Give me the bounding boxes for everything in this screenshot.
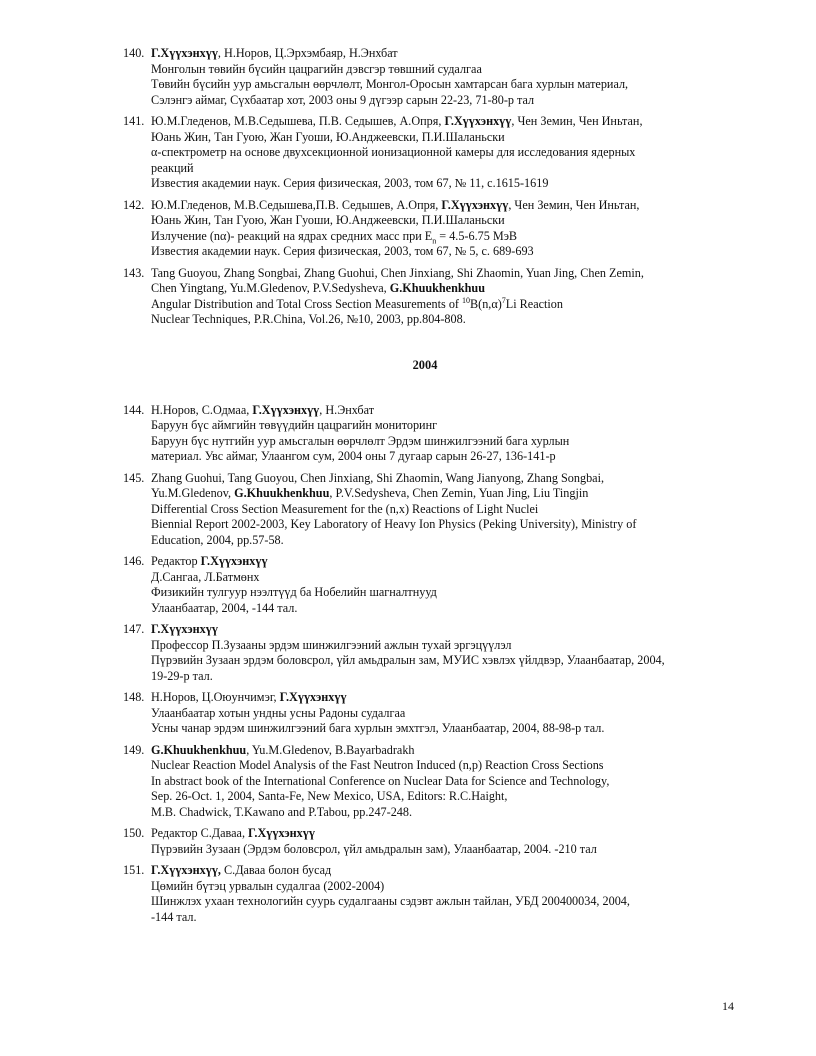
text-segment: Differential Cross Section Measurement for the (n,x) Reactions of Light Nuclei: [151, 501, 539, 516]
entry-line: [151, 554, 754, 570]
text-segment: , Н.Норов, Ц.Эрхэмбаяр, Н.Энхбат: [217, 46, 398, 60]
text-segment: = 4.5-6.75 МэВ: [436, 228, 518, 243]
text-segment: Баруун бүс нутгийн уур амьсгалын өөрчлөлт Эрдэм шинжилгээний бага хурлын: [151, 433, 570, 448]
text-segment: Төвийн бүсийн уур амьсгалын өөрчлөлт, Монгол-Оросын хамтарсан бага хурлын материал,: [151, 77, 629, 91]
text-segment: Пүрэвийн Зузаан (Эрдэм боловсрол, үйл амьдралын зам), Улаанбаатар, 2004. -210 тал: [151, 841, 597, 856]
text-segment: Nuclear Reaction Model Analysis of the Fast Neutron Induced (n,p) Reaction Cross Sections: [151, 758, 604, 772]
entry-line: [151, 517, 754, 533]
text-segment: реакций: [151, 160, 194, 175]
entry-line: [151, 229, 754, 245]
entry-line: [151, 690, 754, 706]
entry-line: [151, 471, 754, 487]
entry-line: [151, 879, 754, 895]
entry-line: [151, 77, 754, 93]
text-segment: Улаанбаатар хотын ундны усны Радоны судалгаа: [151, 705, 406, 720]
author-highlight: Г.Хүүхэнхүү: [151, 46, 218, 60]
entry-line: [151, 198, 754, 214]
list-item: [114, 46, 754, 108]
text-segment: Баруун бүс аймгийн төвүүдийн цацрагийн мониторинг: [151, 418, 438, 432]
entry-line: [151, 266, 754, 282]
entry-line: [151, 93, 754, 109]
text-segment: Редактор С.Даваа,: [151, 826, 249, 840]
text-segment: Д.Сангаа, Л.Батмөнх: [151, 569, 260, 584]
list-item: [114, 266, 754, 328]
entry-line: [151, 130, 754, 146]
text-segment: Yu.M.Gledenov,: [151, 486, 235, 500]
entry-number: 142.: [123, 197, 145, 212]
author-highlight: Г.Хүүхэнхүү: [444, 114, 512, 128]
entry-line: [151, 863, 754, 879]
list-item: [114, 622, 754, 684]
entry-line: [151, 669, 754, 685]
text-segment: Монголын төвийн бүсийн цацрагийн дэвсгэр төвшний судалгаа: [151, 61, 482, 76]
text-segment: , Н.Энхбат: [319, 402, 375, 417]
entry-number: 149.: [123, 742, 145, 757]
author-highlight: G.Khuukhenkhuu: [389, 281, 485, 295]
author-highlight: G.Khuukhenkhuu: [151, 742, 247, 757]
entry-line: [151, 826, 754, 842]
text-segment: Шинжлэх ухаан технологийн суурь судалгааны сэдэвт ажлын тайлан, УБД 200400034, 2004,: [151, 894, 630, 908]
text-segment: Профессор П.Зузааны эрдэм шинжилгээний ажлын тухай эргэцүүлэл: [151, 637, 512, 652]
entry-line: [151, 161, 754, 177]
entry-line: [151, 114, 754, 130]
list-item: [114, 114, 754, 192]
entry-line: [151, 176, 754, 192]
author-highlight: Г.Хүүхэнхүү: [252, 402, 320, 417]
entry-line: [151, 403, 754, 419]
entry-line: [151, 805, 754, 821]
list-item: [114, 863, 754, 925]
text-segment: Юань Жин, Тан Гуою, Жан Гуоши, Ю.Анджеевски, П.И.Шаланьски: [151, 213, 505, 227]
text-segment: n: [432, 235, 437, 245]
text-segment: Цөмийн бүтэц урвалын судалгаа (2002-2004): [151, 878, 385, 893]
text-segment: -144 тал.: [151, 909, 197, 924]
text-segment: Известия академии наук. Серия физическая, 2003, том 67, № 11, с.1615-1619: [151, 176, 549, 190]
text-segment: Zhang Guohui, Tang Guoyou, Chen Jinxiang, Shi Zhaomin, Wang Jianyong, Zhang Songbai,: [151, 470, 605, 485]
text-segment: 10: [462, 295, 471, 305]
text-segment: In abstract book of the International Conference on Nuclear Data for Science and Technology,: [151, 773, 610, 788]
text-segment: , Чен Земин, Чен Иньтан,: [508, 197, 640, 212]
text-segment: Редактор: [151, 554, 201, 568]
entry-line: [151, 62, 754, 78]
text-segment: Nuclear Techniques, P.R.China, Vol.26, №10, 2003, pp.804-808.: [151, 312, 466, 326]
text-segment: Н.Норов, С.Одмаа,: [151, 402, 253, 417]
entry-line: [151, 789, 754, 805]
text-segment: Tang Guoyou, Zhang Songbai, Zhang Guohui, Chen Jinxiang, Shi Zhaomin, Yuan Jing, Chen Zemin,: [151, 265, 644, 280]
text-segment: , P.V.Sedysheva, Chen Zemin, Yuan Jing, Liu Tingjin: [329, 486, 589, 500]
page-number: 14: [722, 999, 734, 1013]
entry-line: [151, 418, 754, 434]
author-highlight: Г.Хүүхэнхүү: [441, 197, 509, 212]
entry-line: [151, 434, 754, 450]
entries-2003: [114, 46, 754, 328]
entry-number: 140.: [123, 46, 145, 60]
entry-line: [151, 281, 754, 297]
entry-line: [151, 910, 754, 926]
entry-line: [151, 502, 754, 518]
entry-line: [151, 774, 754, 790]
entry-line: [151, 297, 754, 313]
author-highlight: Г.Хүүхэнхүү: [279, 690, 347, 704]
entry-number: 144.: [123, 402, 145, 417]
text-segment: B(n,α): [470, 296, 502, 311]
entry-line: [151, 145, 754, 161]
text-segment: Biennial Report 2002-2003, Key Laboratory of Heavy Ion Physics (Peking University), Ministry of: [151, 517, 637, 531]
text-segment: Улаанбаатар, 2004, -144 тал.: [151, 600, 298, 615]
entry-number: 147.: [123, 622, 145, 636]
entry-line: [151, 638, 754, 654]
entry-line: [151, 601, 754, 617]
entry-number: 151.: [123, 863, 145, 877]
text-segment: , Чен Земин, Чен Иньтан,: [511, 114, 643, 128]
entry-line: [151, 585, 754, 601]
entry-number: 141.: [123, 114, 145, 128]
text-segment: Физикийн тулгуур нээлтүүд ба Нобелийн шагналтнууд: [151, 585, 437, 599]
year-heading: 2004: [412, 357, 438, 372]
entry-line: [151, 622, 754, 638]
entry-line: [151, 743, 754, 759]
entry-line: [151, 570, 754, 586]
author-highlight: Г.Хүүхэнхүү: [248, 826, 315, 840]
text-segment: Н.Норов, Ц.Оюунчимэг,: [151, 690, 280, 704]
author-highlight: Г.Хүүхэнхүү: [151, 622, 218, 636]
text-segment: M.B. Chadwick, T.Kawano and P.Tabou, pp.247-248.: [151, 804, 413, 819]
entry-number: 145.: [123, 470, 145, 485]
list-item: [114, 743, 754, 821]
text-segment: Излучение (nα)- реакций на ядрах средних масс при E: [151, 228, 433, 243]
entry-line: [151, 486, 754, 502]
text-segment: , Yu.M.Gledenov, B.Bayarbadrakh: [246, 742, 415, 757]
text-segment: С.Даваа болон бусад: [220, 863, 332, 877]
entry-number: 148.: [123, 690, 145, 704]
text-segment: Sep. 26-Oct. 1, 2004, Santa-Fe, New Mexico, USA, Editors: R.C.Haight,: [151, 789, 508, 803]
entry-line: [151, 721, 754, 737]
entry-line: [151, 894, 754, 910]
entry-line: [151, 842, 754, 858]
text-segment: Ю.М.Гледенов, М.В.Седышева, П.В. Седышев, А.Опря,: [151, 114, 445, 128]
text-segment: Angular Distribution and Total Cross Section Measurements of: [151, 296, 463, 311]
text-segment: Пүрэвийн Зузаан эрдэм боловсрол, үйл амьдралын зам, МУИС хэвлэх үйлдвэр, Улаанбаатар, 2004,: [151, 653, 665, 667]
entry-number: 146.: [123, 554, 145, 568]
text-segment: Усны чанар эрдэм шинжилгээний бага хурлын эмхтгэл, Улаанбаатар, 2004, 88-98-р тал.: [151, 721, 605, 735]
text-segment: 7: [501, 295, 506, 305]
text-segment: материал. Увс аймаг, Улаангом сум, 2004 оны 7 дугаар сарын 26-27, 136-141-р: [151, 449, 556, 463]
entry-line: [151, 244, 754, 260]
entry-line: [151, 653, 754, 669]
text-segment: 19-29-р тал.: [151, 668, 213, 683]
text-segment: Сэлэнгэ аймаг, Сүхбаатар хот, 2003 оны 9 дүгээр сарын 22-23, 71-80-р тал: [151, 92, 535, 107]
list-item: [114, 826, 754, 857]
author-highlight: Г.Хүүхэнхүү: [200, 554, 268, 568]
entry-number: 150.: [123, 826, 145, 840]
entry-line: [151, 449, 754, 465]
entry-line: [151, 706, 754, 722]
entry-line: [151, 533, 754, 549]
text-segment: Известия академии наук. Серия физическая, 2003, том 67, № 5, с. 689-693: [151, 244, 534, 258]
text-segment: Ю.М.Гледенов, М.В.Седышева,П.В. Седышев, А.Опря,: [151, 197, 442, 212]
text-segment: Li Reaction: [505, 296, 563, 311]
list-item: [114, 690, 754, 737]
entry-line: [151, 312, 754, 328]
text-segment: α-спектрометр на основе двухсекционной ионизационной камеры для исследования ядерных: [151, 145, 636, 159]
author-highlight: G.Khuukhenkhuu: [234, 486, 330, 500]
entries-2004: [114, 403, 754, 926]
text-segment: Юань Жин, Тан Гуою, Жан Гуоши, Ю.Анджеевски, П.И.Шаланьски: [151, 129, 505, 144]
list-item: [114, 198, 754, 260]
list-item: [114, 471, 754, 549]
author-highlight: Г.Хүүхэнхүү,: [151, 863, 221, 877]
text-segment: Education, 2004, pp.57-58.: [151, 532, 284, 547]
list-item: [114, 403, 754, 465]
entry-line: [151, 758, 754, 774]
bibliography-list: [114, 46, 754, 931]
list-item: [114, 554, 754, 616]
entry-line: [151, 213, 754, 229]
text-segment: Chen Yingtang, Yu.M.Gledenov, P.V.Sedysheva,: [151, 281, 390, 295]
entry-number: 143.: [123, 265, 145, 280]
entry-line: [151, 46, 754, 62]
